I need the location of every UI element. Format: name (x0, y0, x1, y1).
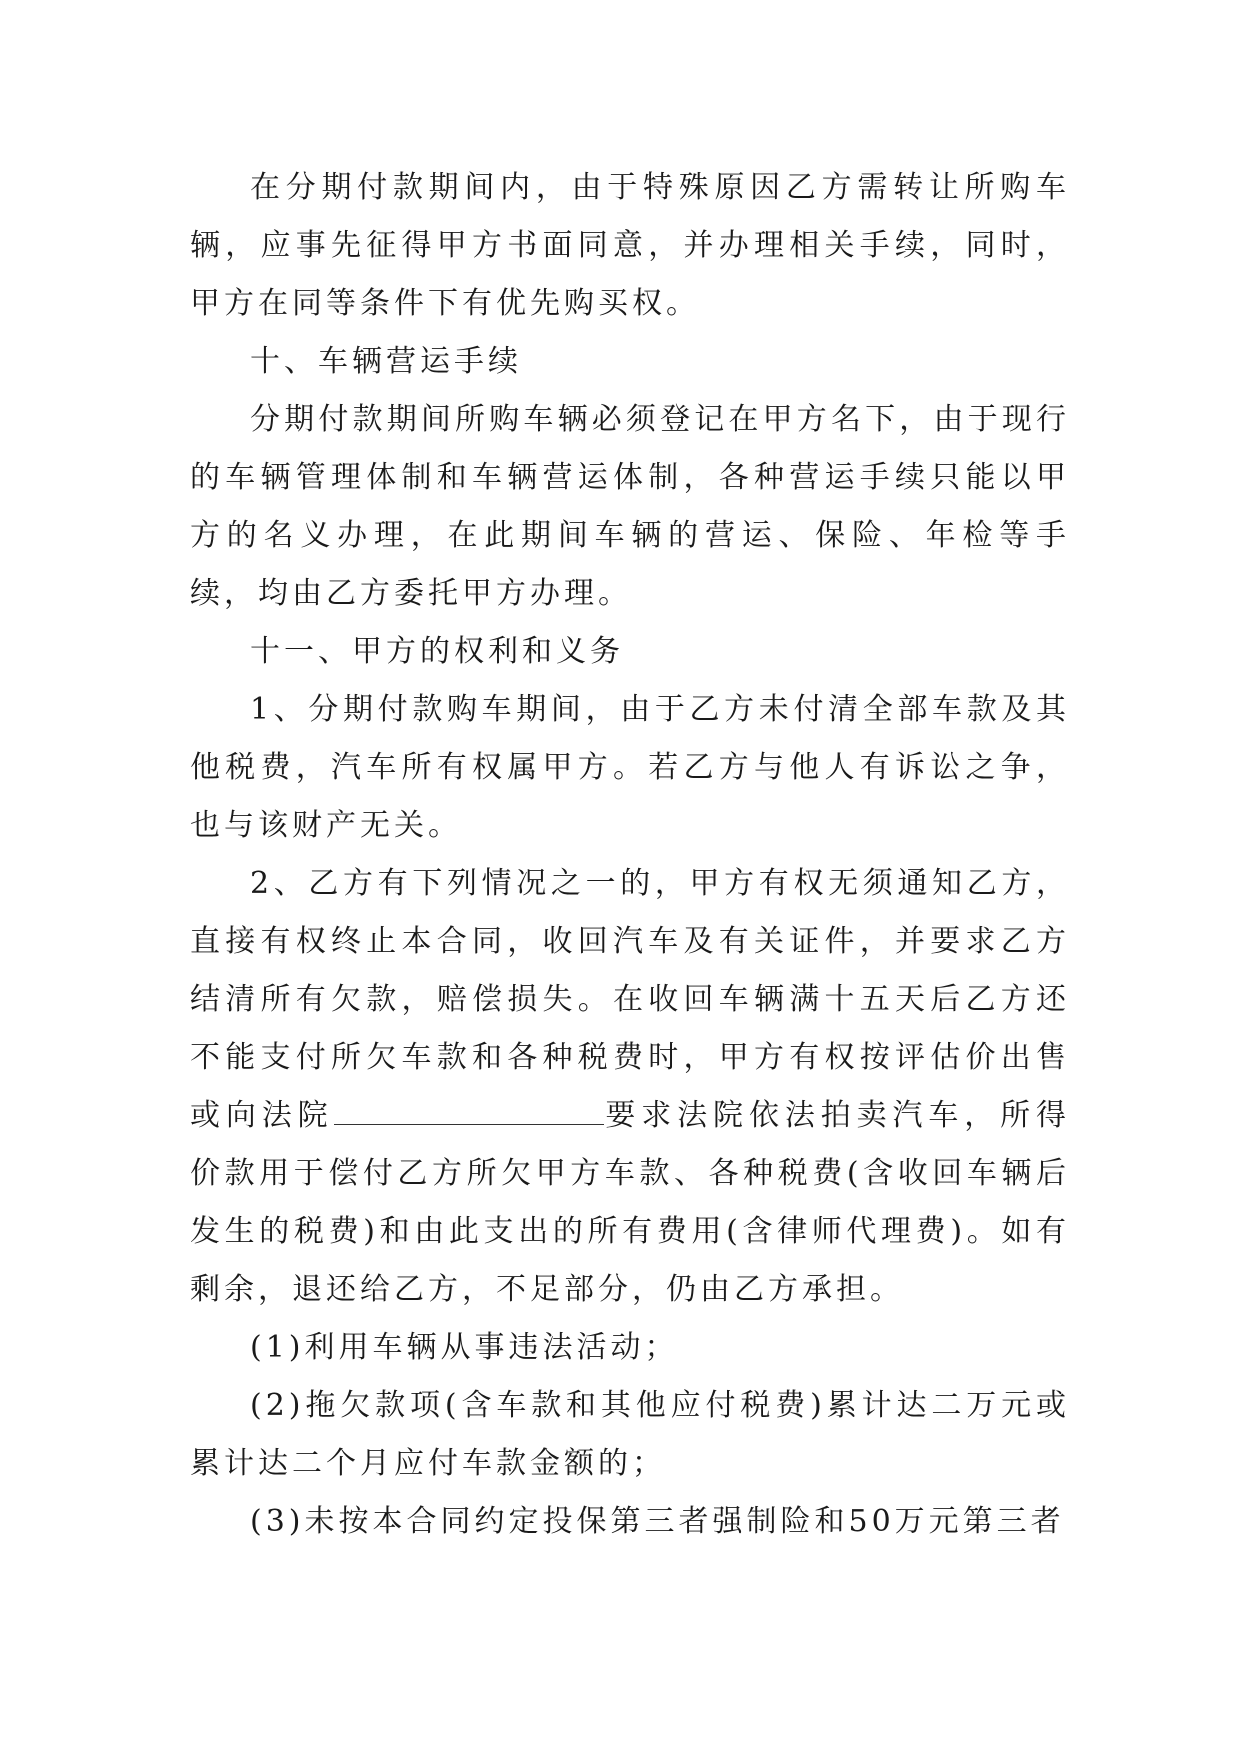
fill-in-blank-court (334, 1094, 604, 1125)
section-heading-11: 十一、甲方的权利和义务 (250, 634, 624, 669)
clause-2-text-after-blank: 要求法院依法拍卖汽车，所得价款用于偿付乙方所欠甲方车款、各种税费(含收回车辆后发生的税费)和由此支出的所有费用(含律师代理费)。如有剩余，退还给乙方，不足部分，仍由乙方承担。 (190, 1098, 1071, 1307)
clause-2-termination (190, 855, 1070, 1319)
paragraph-registration: 分期付款期间所购车辆必须登记在甲方名下，由于现行的车辆管理体制和车辆营运体制，各种营运手续只能以甲方的名义办理，在此期间车辆的营运、保险、年检等手续，均由乙方委托甲方办理。 (190, 402, 1070, 611)
section-heading-10: 十、车辆营运手续 (250, 344, 522, 379)
list-item-1: (1)利用车辆从事违法活动； (250, 1330, 679, 1365)
clause-1-ownership: 1、分期付款购车期间，由于乙方未付清全部车款及其他税费，汽车所有权属甲方。若乙方与他人有诉讼之争，也与该财产无关。 (190, 692, 1070, 843)
clause-2-text-before-blank: 2、乙方有下列情况之一的，甲方有权无须通知乙方，直接有权终止本合同，收回汽车及有关证件，并要求乙方结清所有欠款，赔偿损失。在收回车辆满十五天后乙方还不能支付所欠车款和各种税费时，甲方有权按评估价出售或向法院 (190, 866, 1070, 1133)
list-item-3: (3)未按本合同约定投保第三者强制险和50万元第三者 (250, 1504, 1065, 1539)
document-body (190, 159, 1070, 1551)
paragraph-transfer-consent: 在分期付款期间内，由于特殊原因乙方需转让所购车辆，应事先征得甲方书面同意，并办理相关手续，同时，甲方在同等条件下有优先购买权。 (190, 170, 1070, 321)
list-item-2: (2)拖欠款项(含车款和其他应付税费)累计达二万元或累计达二个月应付车款金额的； (190, 1388, 1070, 1481)
